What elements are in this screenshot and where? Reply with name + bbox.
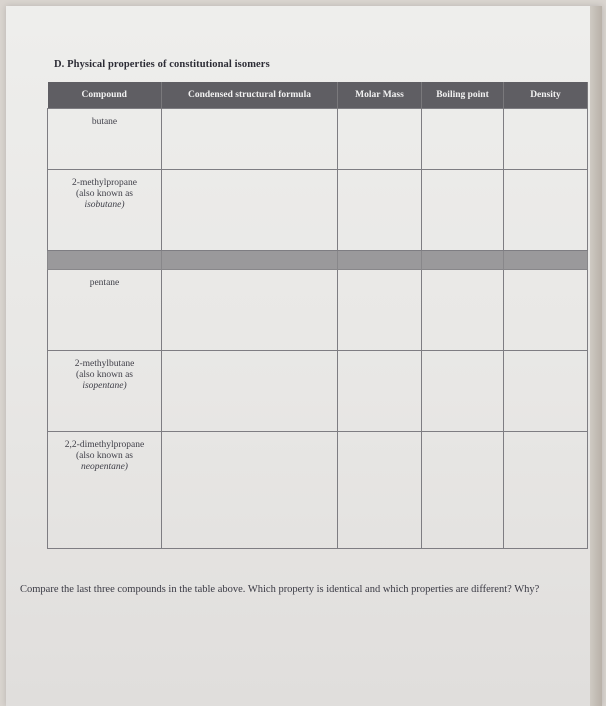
boiling-point-cell[interactable] <box>422 351 504 432</box>
table-row <box>48 109 588 170</box>
table-row <box>48 432 588 549</box>
compound-cell <box>48 351 162 432</box>
boiling-point-cell[interactable] <box>422 432 504 549</box>
formula-cell[interactable] <box>162 432 338 549</box>
compound-name: 2-methylpropane <box>72 178 137 188</box>
table-row <box>48 270 588 351</box>
density-cell[interactable] <box>504 432 588 549</box>
formula-cell[interactable] <box>162 170 338 251</box>
molar-mass-cell[interactable] <box>338 109 422 170</box>
density-cell[interactable] <box>504 170 588 251</box>
header-molar-mass: Molar Mass <box>338 82 422 109</box>
compound-alias: neopentane) <box>81 462 128 472</box>
compound-cell <box>48 432 162 549</box>
header-density: Density <box>504 82 588 109</box>
compound-cell <box>48 170 162 251</box>
table-row <box>48 351 588 432</box>
compound-name: 2-methylbutane <box>74 359 135 369</box>
molar-mass-cell[interactable] <box>338 170 422 251</box>
compound-alias-prefix: (also known as <box>76 370 133 380</box>
density-cell[interactable] <box>504 109 588 170</box>
boiling-point-cell[interactable] <box>422 270 504 351</box>
header-boiling-point: Boiling point <box>422 82 504 109</box>
density-cell[interactable] <box>504 270 588 351</box>
separator-row <box>48 251 588 270</box>
formula-cell[interactable] <box>162 351 338 432</box>
compound-cell <box>48 270 162 351</box>
compound-alias-prefix: (also known as <box>76 451 133 461</box>
molar-mass-cell[interactable] <box>338 351 422 432</box>
compound-alias: isopentane) <box>82 381 127 391</box>
page-edge-shadow <box>590 6 602 706</box>
molar-mass-cell[interactable] <box>338 270 422 351</box>
table-header-row <box>48 82 588 109</box>
density-cell[interactable] <box>504 351 588 432</box>
compound-alias-prefix: (also known as <box>76 189 133 199</box>
compound-name: 2,2-dimethylpropane <box>64 440 145 450</box>
section-title: D. Physical properties of constitutional isomers <box>54 59 270 70</box>
compound-name: butane <box>91 117 118 127</box>
formula-cell[interactable] <box>162 109 338 170</box>
table-row <box>48 170 588 251</box>
molar-mass-cell[interactable] <box>338 432 422 549</box>
boiling-point-cell[interactable] <box>422 109 504 170</box>
formula-cell[interactable] <box>162 270 338 351</box>
header-compound: Compound <box>48 82 162 109</box>
header-condensed-structural-formula: Condensed structural formula <box>162 82 338 109</box>
properties-table <box>47 82 588 549</box>
comparison-question: Compare the last three compounds in the table above. Which property is identical and which properties are different? Why? <box>20 584 540 595</box>
worksheet-page <box>6 6 602 706</box>
compound-cell <box>48 109 162 170</box>
compound-name: pentane <box>89 278 120 288</box>
boiling-point-cell[interactable] <box>422 170 504 251</box>
compound-alias: isobutane) <box>84 200 125 210</box>
